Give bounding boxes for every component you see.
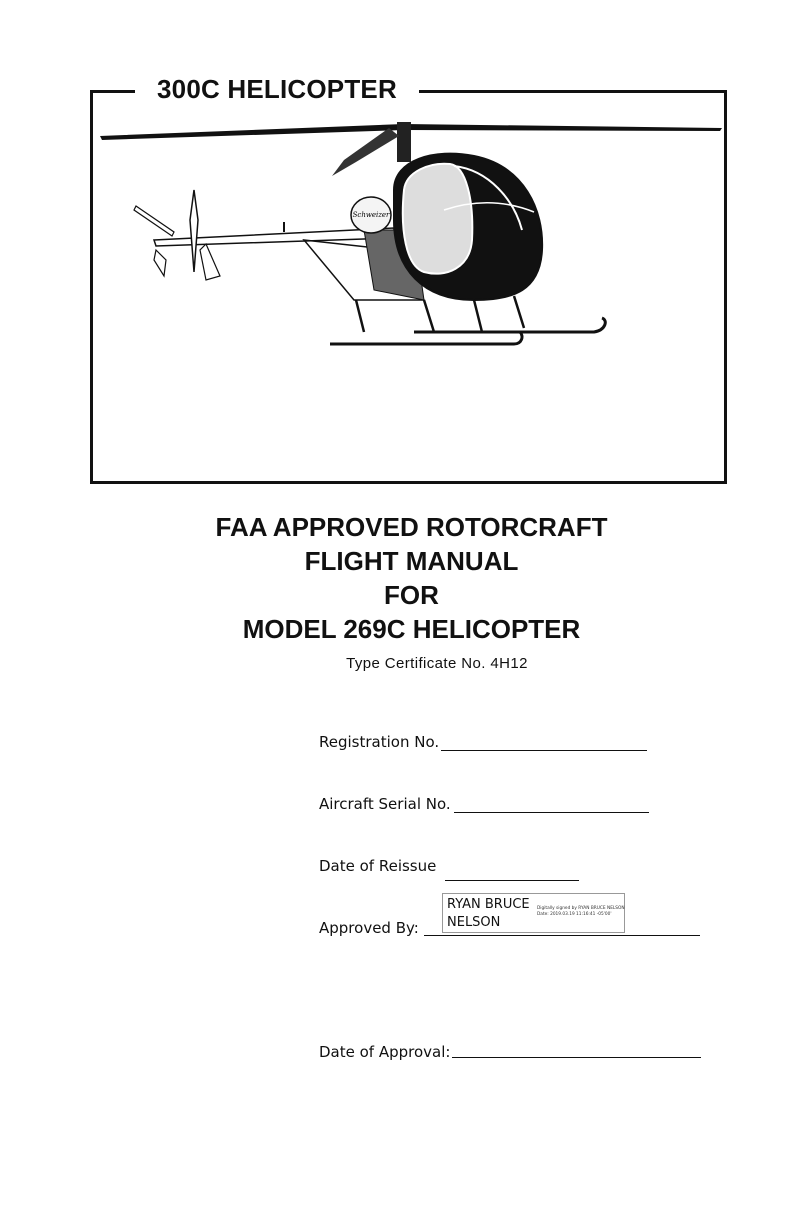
- tail-boom: [154, 228, 394, 246]
- approval-date-line[interactable]: [452, 1057, 701, 1058]
- skid-rear: [330, 332, 522, 344]
- helicopter-illustration: [94, 100, 724, 360]
- manual-title: [0, 510, 789, 646]
- signature-name: RYAN BRUCE NELSON: [447, 897, 530, 930]
- title-line: FOR: [384, 580, 439, 610]
- approved-by-line[interactable]: [424, 935, 700, 936]
- digital-signature: [442, 893, 625, 933]
- serial-line[interactable]: [454, 812, 649, 813]
- reissue-label: Date of Reissue: [319, 857, 437, 875]
- type-certificate: Type Certificate No. 4H12: [346, 655, 528, 672]
- frame-title: 300C HELICOPTER: [135, 72, 419, 106]
- reissue-line[interactable]: [445, 880, 579, 881]
- logo-text: Schweizer: [352, 211, 390, 219]
- signature-details: Digitally signed by RYAN BRUCE NELSON Date: 2019.03.19 11:16:41 -05'00': [537, 906, 625, 917]
- approved-by-label: Approved By:: [319, 919, 419, 937]
- skid-front: [414, 318, 605, 332]
- title-line: MODEL 269C HELICOPTER: [242, 614, 581, 644]
- approval-date-label: Date of Approval:: [319, 1043, 451, 1061]
- tail-rotor: [190, 190, 198, 272]
- registration-line[interactable]: [441, 750, 647, 751]
- serial-label: Aircraft Serial No.: [319, 795, 451, 813]
- title-line: FAA APPROVED ROTORCRAFT: [215, 512, 608, 542]
- registration-label: Registration No.: [319, 733, 440, 751]
- title-line: FLIGHT MANUAL: [304, 546, 519, 576]
